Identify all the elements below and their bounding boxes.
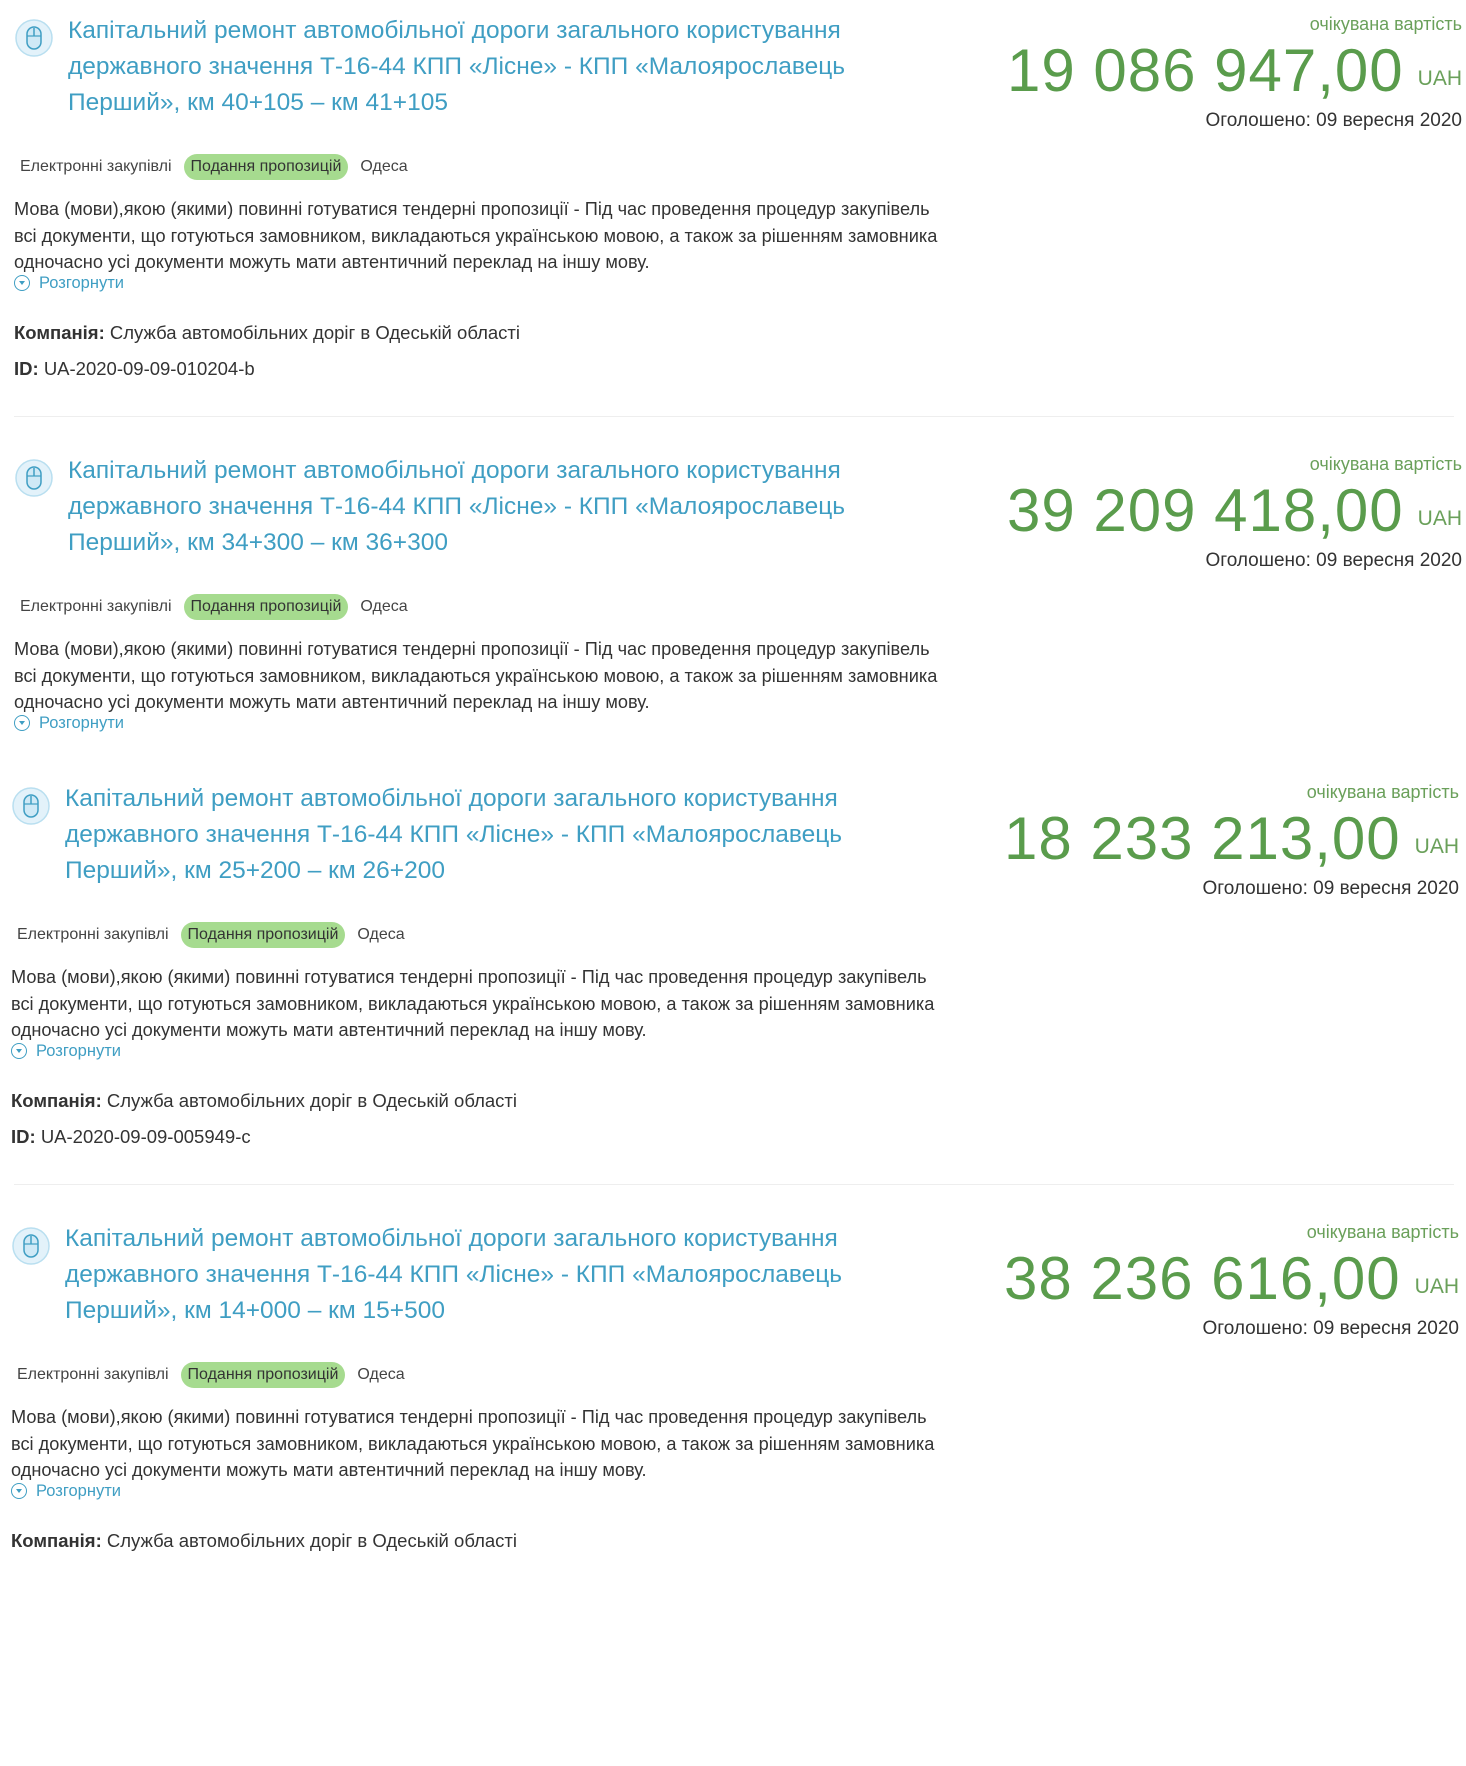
tender-id — [11, 1124, 251, 1150]
price-label: очікувана вартість — [1309, 14, 1462, 34]
tender-id — [14, 356, 255, 382]
price-label: очікувана вартість — [1309, 454, 1462, 474]
expand-link[interactable] — [11, 1480, 121, 1502]
procurement-type: Електронні закупівлі — [20, 598, 172, 615]
chevron-down-circle-icon — [14, 275, 30, 291]
tender-mouse-icon — [11, 786, 51, 826]
company — [14, 320, 520, 346]
announced-date: Оголошено: 09 вересня 2020 — [1205, 550, 1462, 571]
company — [11, 1528, 517, 1554]
expand-label: Розгорнути — [39, 713, 124, 732]
tender-description: Мова (мови),якою (якими) повинні готуватися тендерні пропозиції - Під час проведення процедур закупівель всі документи, що готуються замовником, викладаються українською мовою, а також за рішенням замовника одночасно усі документи можуть мати автентичний переклад на іншу мову. — [11, 1407, 935, 1480]
company — [11, 1088, 517, 1114]
city: Одеса — [357, 926, 405, 943]
company-label: Компанія: — [11, 1530, 102, 1551]
tender-description: Мова (мови),якою (якими) повинні готуватися тендерні пропозиції - Під час проведення процедур закупівель всі документи, що готуються замовником, викладаються українською мовою, а також за рішенням замовника одночасно усі документи можуть мати автентичний переклад на іншу мову. — [11, 967, 935, 1040]
price-currency: UAH — [1414, 835, 1459, 858]
price-block — [939, 780, 1459, 902]
tender-description: Мова (мови),якою (якими) повинні готуватися тендерні пропозиції - Під час проведення процедур закупівель всі документи, що готуються замовником, викладаються українською мовою, а також за рішенням замовника одночасно усі документи можуть мати автентичний переклад на іншу мову. — [14, 639, 938, 712]
price-block — [942, 452, 1462, 574]
chevron-down-circle-icon — [14, 715, 30, 731]
procurement-type: Електронні закупівлі — [17, 1366, 169, 1383]
company-label: Компанія: — [11, 1090, 102, 1111]
expand-link[interactable] — [11, 1040, 121, 1062]
divider — [14, 416, 1454, 417]
price-row — [939, 806, 1459, 872]
expand-link[interactable] — [14, 712, 124, 734]
price-block — [942, 12, 1462, 134]
company-name: Служба автомобільних доріг в Одеській області — [109, 322, 520, 343]
divider — [14, 1184, 1454, 1185]
company-label: Компанія: — [14, 322, 105, 343]
price-currency: UAH — [1414, 1275, 1459, 1298]
tender-tags — [17, 920, 405, 950]
status-badge: Подання пропозицій — [181, 1362, 346, 1388]
price-row — [942, 478, 1462, 544]
tender-title-link[interactable]: Капітальний ремонт автомобільної дороги загального користування державного значення Т-16-44 КПП «Лісне» - КПП «Малоярославець Перший», км 40+105 – км 41+105 — [68, 17, 846, 116]
city: Одеса — [360, 158, 408, 175]
tender-id-label: ID: — [11, 1126, 36, 1147]
tender-title-link[interactable]: Капітальний ремонт автомобільної дороги загального користування державного значення Т-16-44 КПП «Лісне» - КПП «Малоярославець Перший», км 34+300 – км 36+300 — [68, 457, 846, 556]
announced-date: Оголошено: 09 вересня 2020 — [1202, 878, 1459, 899]
company-name: Служба автомобільних доріг в Одеській області — [106, 1530, 517, 1551]
status-badge: Подання пропозицій — [184, 154, 349, 180]
announced-date: Оголошено: 09 вересня 2020 — [1205, 110, 1462, 131]
tender-tags — [20, 152, 408, 182]
chevron-down-circle-icon — [11, 1043, 27, 1059]
tender-title-link[interactable]: Капітальний ремонт автомобільної дороги загального користування державного значення Т-16-44 КПП «Лісне» - КПП «Малоярославець Перший», км 14+000 – км 15+500 — [65, 1225, 843, 1324]
price-block — [939, 1220, 1459, 1342]
expand-label: Розгорнути — [36, 1041, 121, 1060]
tender-id-value: UA-2020-09-09-010204-b — [43, 358, 255, 379]
tender-mouse-icon — [14, 458, 54, 498]
expand-label: Розгорнути — [36, 1481, 121, 1500]
procurement-type: Електронні закупівлі — [20, 158, 172, 175]
tender-id-label: ID: — [14, 358, 39, 379]
status-badge: Подання пропозицій — [184, 594, 349, 620]
tender-mouse-icon — [11, 1226, 51, 1266]
tender-tags — [20, 592, 408, 622]
tender-title-link[interactable]: Капітальний ремонт автомобільної дороги загального користування державного значення Т-16-44 КПП «Лісне» - КПП «Малоярославець Перший», км 25+200 – км 26+200 — [65, 785, 843, 884]
city: Одеса — [357, 1366, 405, 1383]
price-value: 39 209 418,00 — [1006, 477, 1404, 544]
expand-label: Розгорнути — [39, 273, 124, 292]
announced-date: Оголошено: 09 вересня 2020 — [1202, 1318, 1459, 1339]
tender-mouse-icon — [14, 18, 54, 58]
price-value: 18 233 213,00 — [1003, 805, 1401, 872]
price-currency: UAH — [1417, 67, 1462, 90]
procurement-type: Електронні закупівлі — [17, 926, 169, 943]
tender-id-value: UA-2020-09-09-005949-c — [40, 1126, 251, 1147]
chevron-down-circle-icon — [11, 1483, 27, 1499]
status-badge: Подання пропозицій — [181, 922, 346, 948]
city: Одеса — [360, 598, 408, 615]
price-label: очікувана вартість — [1306, 782, 1459, 802]
price-value: 19 086 947,00 — [1006, 37, 1404, 104]
price-currency: UAH — [1417, 507, 1462, 530]
price-row — [939, 1246, 1459, 1312]
price-value: 38 236 616,00 — [1003, 1245, 1401, 1312]
expand-link[interactable] — [14, 272, 124, 294]
price-label: очікувана вартість — [1306, 1222, 1459, 1242]
tender-tags — [17, 1360, 405, 1390]
tender-description: Мова (мови),якою (якими) повинні готуватися тендерні пропозиції - Під час проведення процедур закупівель всі документи, що готуються замовником, викладаються українською мовою, а також за рішенням замовника одночасно усі документи можуть мати автентичний переклад на іншу мову. — [14, 199, 938, 272]
price-row — [942, 38, 1462, 104]
company-name: Служба автомобільних доріг в Одеській області — [106, 1090, 517, 1111]
